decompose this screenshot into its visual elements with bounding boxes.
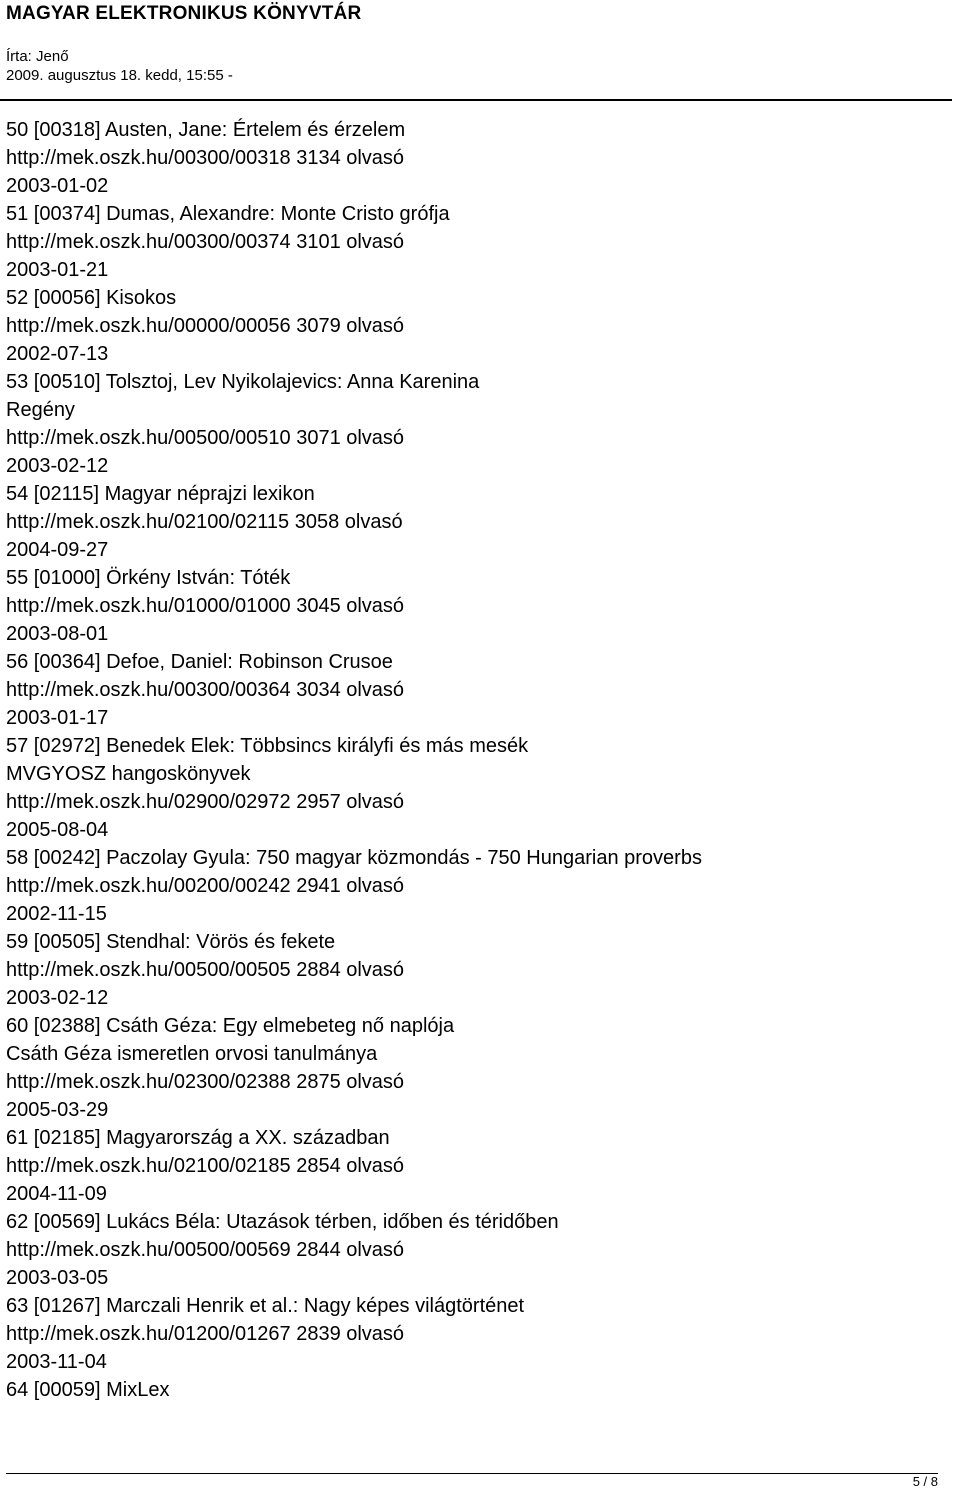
text-line: 58 [00242] Paczolay Gyula: 750 magyar közmondás - 750 Hungarian proverbs (6, 847, 702, 869)
text-line: 2005-08-04 (6, 819, 109, 841)
text-line: 50 [00318] Austen, Jane: Értelem és érzelem (6, 119, 406, 141)
text-line: 54 [02115] Magyar néprajzi lexikon (6, 483, 315, 505)
text-line: 63 [01267] Marczali Henrik et al.: Nagy képes világtörténet (6, 1295, 525, 1317)
page-number: 5 / 8 (912, 1474, 938, 1489)
text-line: http://mek.oszk.hu/02100/02185 2854 olvasó (6, 1155, 405, 1177)
text-line: http://mek.oszk.hu/00300/00364 3034 olvasó (6, 679, 405, 701)
text-line: http://mek.oszk.hu/02900/02972 2957 olvasó (6, 791, 405, 813)
text-line: 2003-01-02 (6, 175, 109, 197)
text-line: 2004-11-09 (6, 1183, 107, 1205)
text-line: 2002-11-15 (6, 903, 107, 925)
text-line: 59 [00505] Stendhal: Vörös és fekete (6, 931, 336, 953)
text-line: 57 [02972] Benedek Elek: Többsincs királyfi és más mesék (6, 735, 529, 757)
text-line: 62 [00569] Lukács Béla: Utazások térben, időben és téridőben (6, 1211, 559, 1233)
text-line: http://mek.oszk.hu/01200/01267 2839 olvasó (6, 1323, 405, 1345)
text-line: Regény (6, 399, 75, 421)
text-line: 61 [02185] Magyarország a XX. században (6, 1127, 390, 1149)
text-line: 56 [00364] Defoe, Daniel: Robinson Crusoe (6, 651, 393, 673)
header-divider (0, 99, 952, 101)
text-line: 2003-02-12 (6, 987, 109, 1009)
footer-divider (6, 1473, 938, 1474)
text-line: 2003-02-12 (6, 455, 109, 477)
text-line: http://mek.oszk.hu/00000/00056 3079 olvasó (6, 315, 405, 337)
text-line: 52 [00056] Kisokos (6, 287, 177, 309)
text-line: 2003-08-01 (6, 623, 109, 645)
text-line: 53 [00510] Tolsztoj, Lev Nyikolajevics: Anna Karenina (6, 371, 480, 393)
text-line: 2002-07-13 (6, 343, 109, 365)
text-line: 2003-11-04 (6, 1351, 107, 1373)
date-line: 2009. augusztus 18. kedd, 15:55 - (6, 67, 233, 84)
text-line: 2003-01-21 (6, 259, 109, 281)
text-line: http://mek.oszk.hu/00500/00510 3071 olvasó (6, 427, 405, 449)
text-line: http://mek.oszk.hu/02100/02115 3058 olvasó (6, 511, 403, 533)
text-line: http://mek.oszk.hu/01000/01000 3045 olvasó (6, 595, 405, 617)
text-line: Csáth Géza ismeretlen orvosi tanulmánya (6, 1043, 378, 1065)
text-line: http://mek.oszk.hu/02300/02388 2875 olvasó (6, 1071, 405, 1093)
text-line: 2003-03-05 (6, 1267, 109, 1289)
document-body (6, 116, 946, 1404)
text-line: 2005-03-29 (6, 1099, 109, 1121)
text-line: http://mek.oszk.hu/00200/00242 2941 olvasó (6, 875, 405, 897)
text-line: 55 [01000] Örkény István: Tóték (6, 567, 291, 589)
text-line: 64 [00059] MixLex (6, 1379, 170, 1401)
text-line: 60 [02388] Csáth Géza: Egy elmebeteg nő naplója (6, 1015, 455, 1037)
text-line: 51 [00374] Dumas, Alexandre: Monte Cristo grófja (6, 203, 450, 225)
page-header (6, 0, 956, 85)
text-line: MVGYOSZ hangoskönyvek (6, 763, 251, 785)
text-line: http://mek.oszk.hu/00500/00569 2844 olvasó (6, 1239, 405, 1261)
text-line: 2003-01-17 (6, 707, 109, 729)
text-line: http://mek.oszk.hu/00500/00505 2884 olvasó (6, 959, 405, 981)
text-line: 2004-09-27 (6, 539, 109, 561)
site-title: MAGYAR ELEKTRONIKUS KÖNYVTÁR (6, 3, 362, 24)
text-line: http://mek.oszk.hu/00300/00374 3101 olvasó (6, 231, 405, 253)
text-line: http://mek.oszk.hu/00300/00318 3134 olvasó (6, 147, 405, 169)
author-line: Írta: Jenő (6, 48, 69, 65)
